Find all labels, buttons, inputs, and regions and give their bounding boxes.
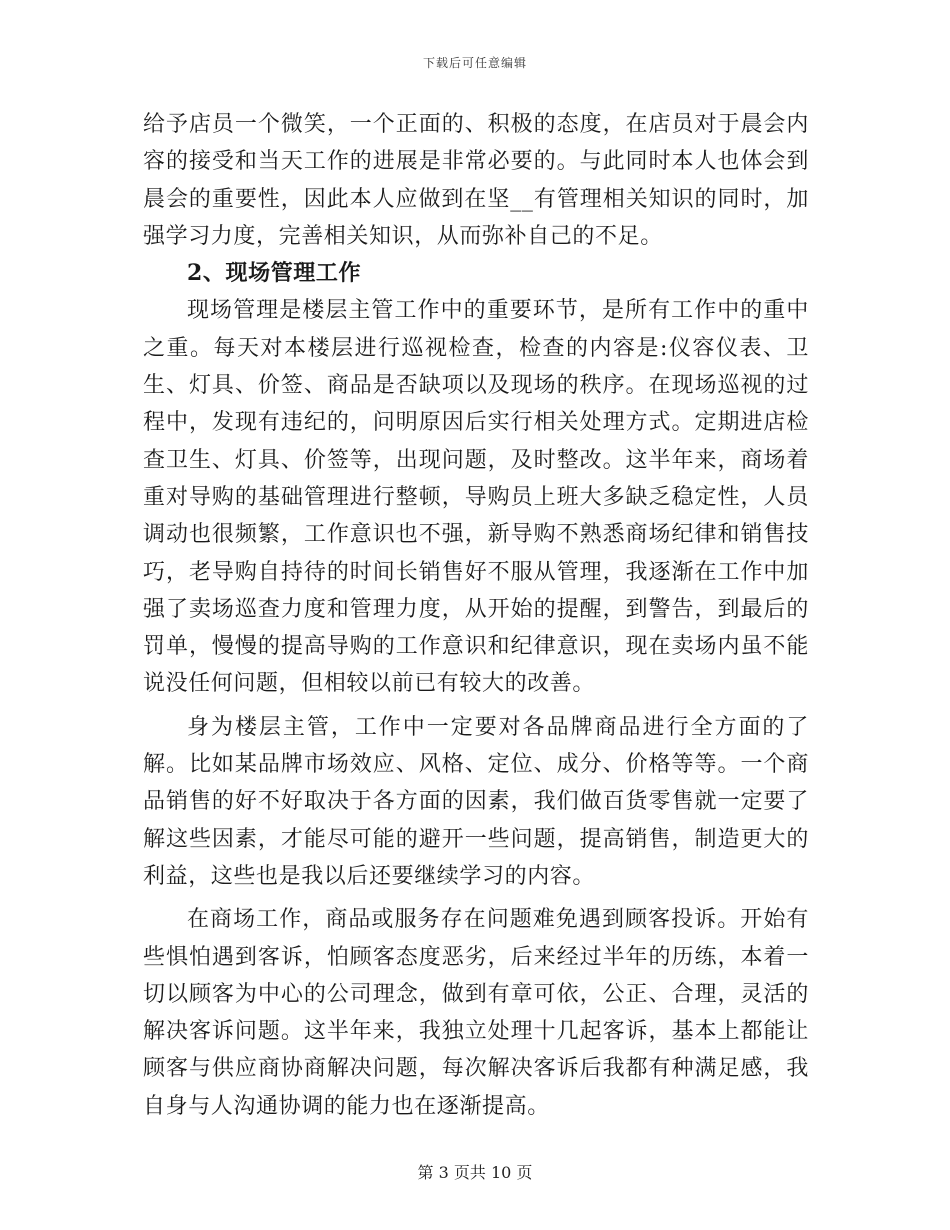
paragraph-intro: 给予店员一个微笑，一个正面的、积极的态度，在店员对于晨会内容的接受和当天工作的进展是非常必要的。与此同时本人也体会到晨会的重要性，因此本人应做到在坚__有管理相关知识的同时，加强学习力度，完善相关知识，从而弥补自己的不足。 bbox=[143, 112, 809, 249]
page-header: 下载后可任意编辑 bbox=[422, 56, 527, 70]
paragraph-site-management: 现场管理是楼层主管工作中的重要环节，是所有工作中的重中之重。每天对本楼层进行巡视检查，检查的内容是:仪容仪表、卫生、灯具、价签、商品是否缺项以及现场的秩序。在现场巡视的过程中，发现有违纪的，问明原因后实行相关处理方式。定期进店检查卫生、灯具、价签等，出现问题，及时整改。这半年来，商场着重对导购的基础管理进行整顿，导购员上班大多缺乏稳定性，人员调动也很频繁，工作意识也不强，新导购不熟悉商场纪律和销售技巧，老导购自持待的时间长销售好不服从管理，我逐渐在工作中加强了卖场巡查力度和管理力度，从开始的提醒，到警告，到最后的罚单，慢慢的提高导购的工作意识和纪律意识，现在卖场内虽不能说没任何问题，但相较以前已有较大的改善。 bbox=[143, 298, 809, 697]
paragraph-product-knowledge: 身为楼层主管，工作中一定要对各品牌商品进行全方面的了解。比如某品牌市场效应、风格、定位、成分、价格等等。一个商品销售的好不好取决于各方面的因素，我们做百货零售就一定要了解这些因素，才能尽可能的避开一些问题，提高销售，制造更大的利益，这些也是我以后还要继续学习的内容。 bbox=[143, 714, 809, 889]
section-heading-site-management: 2、现场管理工作 bbox=[187, 260, 362, 287]
page-number: 第 3 页共 10 页 bbox=[417, 1163, 533, 1182]
document-body bbox=[143, 106, 809, 1125]
paragraph-customer-complaints: 在商场工作，商品或服务存在问题难免遇到顾客投诉。开始有些惧怕遇到客诉，怕顾客态度恶劣，后来经过半年的历练，本着一切以顾客为中心的公司理念，做到有章可依，公正、合理，灵活的解决客诉问题。这半年来，我独立处理十几起客诉，基本上都能让顾客与供应商协商解决问题，每次解决客诉后我都有种满足感，我自身与人沟通协调的能力也在逐渐提高。 bbox=[143, 907, 809, 1119]
